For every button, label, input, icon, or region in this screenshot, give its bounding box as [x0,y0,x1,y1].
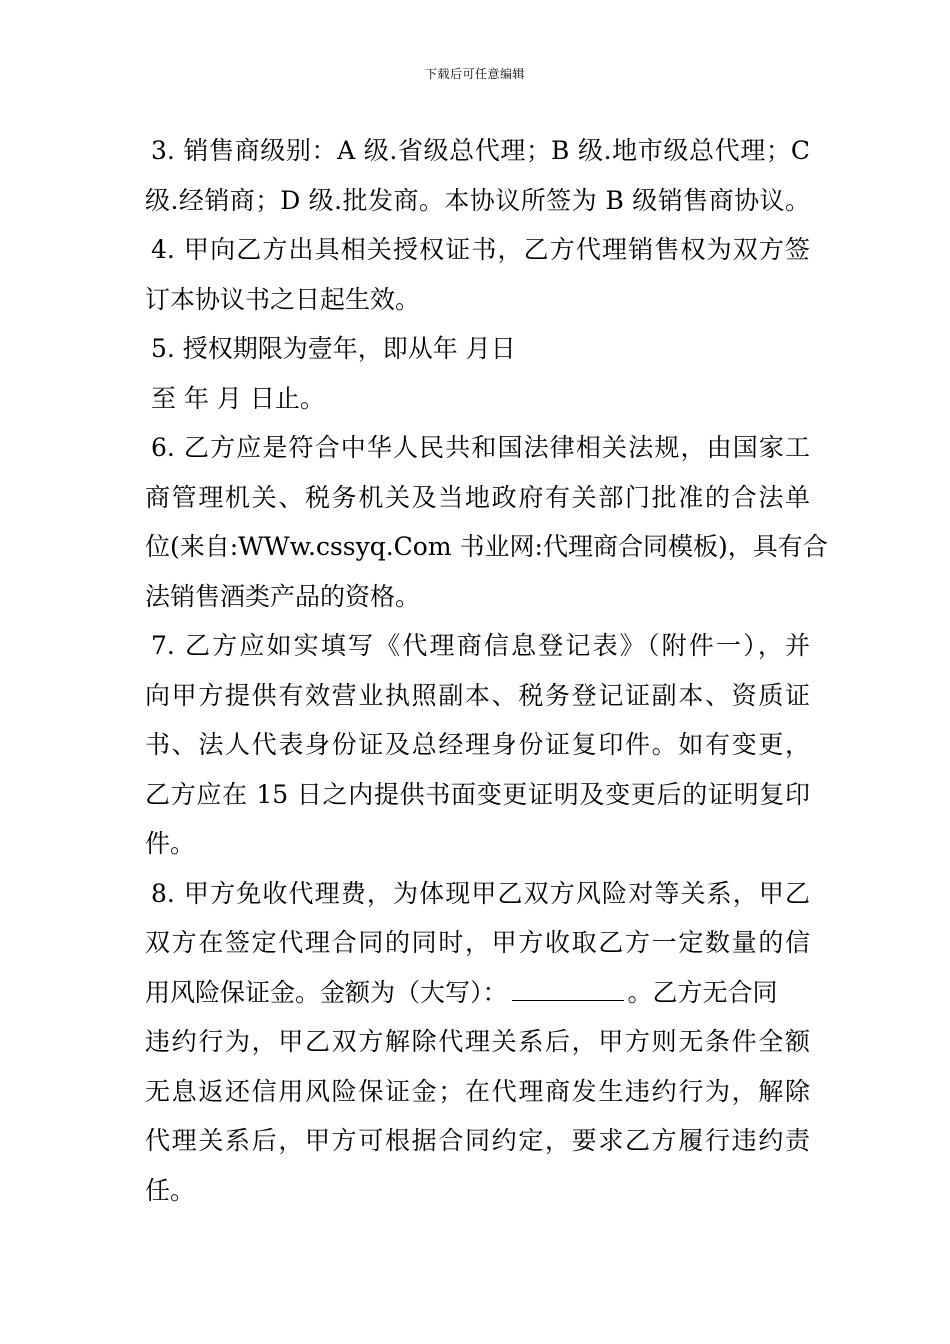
text-line: 订本协议书之日起生效。 [145,284,421,314]
document-body [145,126,828,1215]
text-line: 件。 [145,829,196,858]
page-header: 下载后可任意编辑 [424,67,525,81]
text-line: 乙方应在 15 日之内提供书面变更证明及变更后的证明复印 [145,779,810,809]
text-line: 无息返还信用风险保证金；在代理商发生违约行为，解除 [145,1076,810,1106]
text-line: 代理关系后，甲方可根据合同约定，要求乙方履行违约责 [145,1126,810,1155]
text-line: 任。 [145,1175,196,1205]
text-line-with-blank [145,968,810,1018]
text-line: 6. 乙方应是符合中华人民共和国法律相关法规，由国家工 [151,433,810,462]
text-line: 法销售酒类产品的资格。 [145,581,421,611]
text-line: 书、法人代表身份证及总经理身份证复印件。如有变更， [145,730,810,759]
text-line: 位(来自:WWw.cssyq.Com 书业网:代理商合同模板)，具有合 [145,532,828,561]
text-line: 双方在签定代理合同的同时，甲方收取乙方一定数量的信 [145,928,810,957]
text-line: 7. 乙方应如实填写《代理商信息登记表》（附件一），并 [151,631,810,660]
amount-blank [512,976,624,1001]
text-line: 4. 甲向乙方出具相关授权证书，乙方代理销售权为双方签 [151,235,810,264]
text-line: 8. 甲方免收代理费，为体现甲乙双方风险对等关系，甲乙 [151,878,810,908]
text-line: 向甲方提供有效营业执照副本、税务登记证副本、资质证 [145,680,810,710]
text-line: 违约行为，甲乙双方解除代理关系后，甲方则无条件全额 [145,1027,810,1056]
text-line: 商管理机关、税务机关及当地政府有关部门批准的合法单 [145,482,810,512]
blank-line-before: 用风险保证金。金额为（大写）： [145,977,508,1007]
text-line: 级.经销商；D 级.批发商。本协议所签为 B 级销售商协议。 [145,185,810,215]
text-line: 5. 授权期限为壹年，即从年 月日 [151,334,516,363]
blank-line-after: 。乙方无合同 [627,977,778,1007]
text-line: 至 年 月 日止。 [151,383,325,413]
text-line: 3. 销售商级别：A 级.省级总代理；B 级.地市级总代理；C [151,136,810,165]
